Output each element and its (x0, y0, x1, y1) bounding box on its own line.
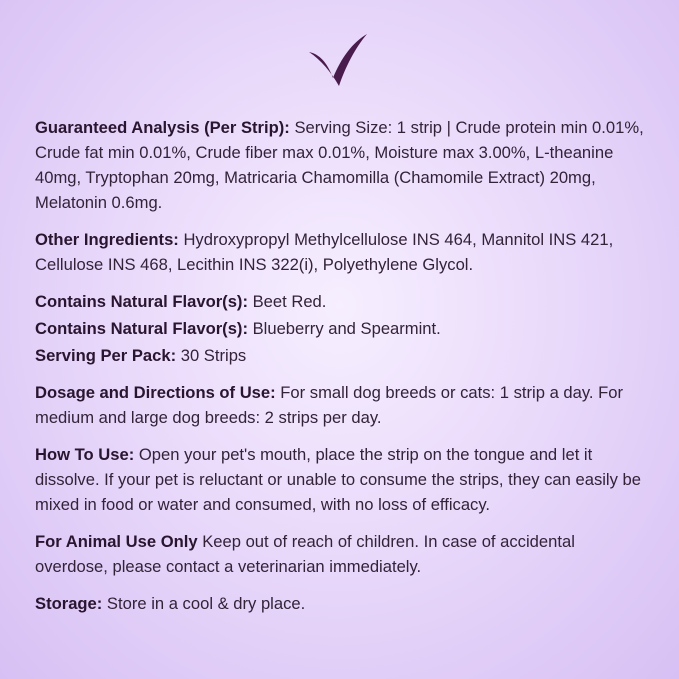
storage (35, 591, 647, 616)
section-label: Serving Per Pack: (35, 346, 177, 365)
section-text: Keep out of reach of children. In case of accidental overdose, please contact a veterinarian immediately. (35, 532, 575, 576)
section-label: Contains Natural Flavor(s): (35, 319, 248, 338)
brand-logo-icon (307, 32, 369, 88)
how-to-use (35, 442, 647, 517)
section-label: Other Ingredients: (35, 230, 179, 249)
section-text: For small dog breeds or cats: 1 strip a day. For medium and large dog breeds: 2 strips per day. (35, 383, 624, 427)
section-label: Contains Natural Flavor(s): (35, 292, 248, 311)
section-label: Guaranteed Analysis (Per Strip): (35, 118, 290, 137)
animal-use-only (35, 529, 647, 579)
section-text: Open your pet's mouth, place the strip on the tongue and let it dissolve. If your pet is reluctant or unable to consume the strips, they can easily be mixed in food or water and consumed, with no loss of efficacy. (35, 445, 641, 514)
section-text: Beet Red. (247, 292, 327, 311)
section-label: How To Use: (35, 445, 135, 464)
serving-per-pack (35, 343, 647, 368)
section-label: Dosage and Directions of Use: (35, 383, 276, 402)
natural-flavor-2 (35, 316, 647, 341)
section-text: Blueberry and Spearmint. (247, 319, 441, 338)
section-label: Storage: (35, 594, 103, 613)
product-info (35, 115, 647, 628)
section-label: For Animal Use Only (35, 532, 198, 551)
natural-flavor-1 (35, 289, 647, 314)
other-ingredients (35, 227, 647, 277)
guaranteed-analysis (35, 115, 647, 215)
section-text: Serving Size: 1 strip | Crude protein min 0.01%, Crude fat min 0.01%, Crude fiber max 0.01%, Moisture max 3.00%, L-theanine 40mg, Tryptophan 20mg, Matricaria Chamomilla (Chamomile Extract) 20mg, Melatonin 0.6mg. (35, 118, 644, 212)
section-text: Hydroxypropyl Methylcellulose INS 464, Mannitol INS 421, Cellulose INS 468, Lecithin INS 322(i), Polyethylene Glycol. (35, 230, 614, 274)
section-text: 30 Strips (176, 346, 247, 365)
section-text: Store in a cool & dry place. (102, 594, 306, 613)
dosage-directions (35, 380, 647, 430)
